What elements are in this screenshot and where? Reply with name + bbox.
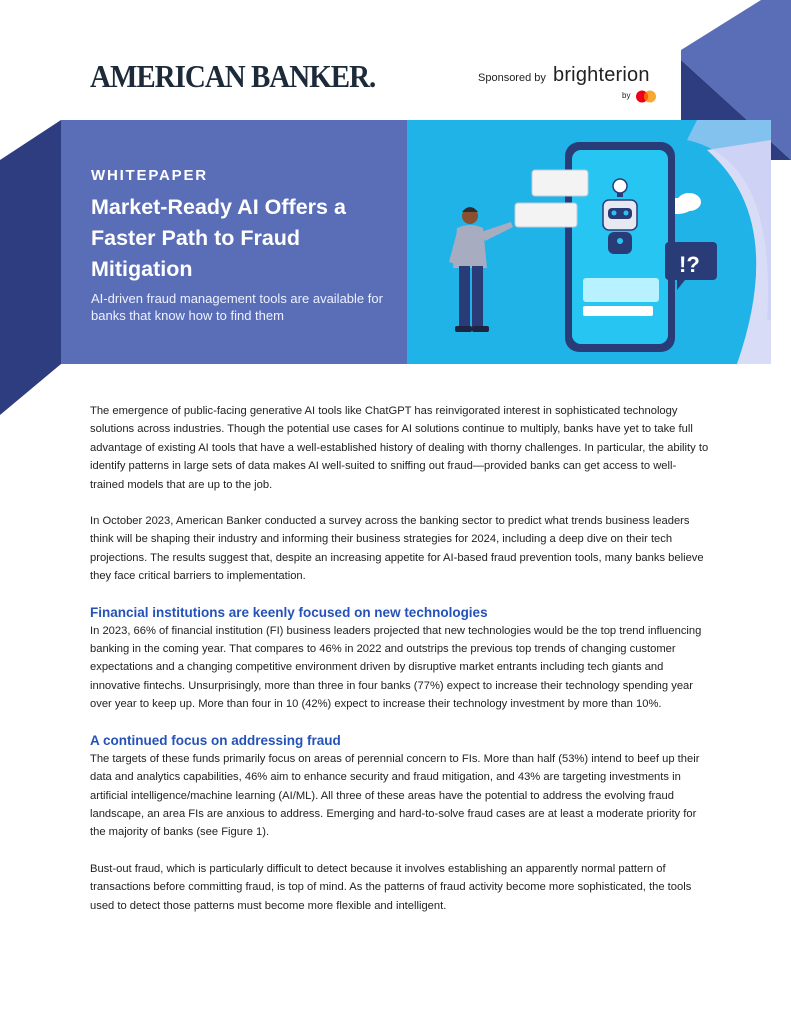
hero-eyebrow: WHITEPAPER <box>91 167 208 184</box>
intro-paragraph-2: In October 2023, American Banker conducted a survey across the banking sector to predict what trends business leaders think will be shaping their industry and informing their business strategies for 2024, including a deep dive on their tech projections. The results suggest that, despite an increasing appetite for AI-based fraud prevention tools, many banks believe they face critical barriers to implementation. <box>90 515 704 583</box>
hero-illustration <box>407 120 771 364</box>
hero-panel <box>61 120 407 364</box>
section-heading-fraud: A continued focus on addressing fraud <box>90 732 341 748</box>
masthead-logo: AMERICAN BANKER. <box>90 60 376 95</box>
section-2-paragraph-2: Bust-out fraud, which is particularly difficult to detect because it involves establishing an apparently normal pattern of transactions before committing fraud, is top of mind. As the patterns of fraud activity become more sophisticated, the tools used to detect those patterns must become more flexible and intelligent. <box>90 862 692 912</box>
hero-subtitle: AI-driven fraud management tools are available for banks that know how to find them <box>91 291 383 323</box>
sponsor-label: Sponsored by <box>478 72 546 84</box>
mastercard-logo-icon <box>635 90 657 103</box>
intro-paragraph-1: The emergence of public-facing generative AI tools like ChatGPT has reinvigorated interest in sophisticated technology solutions across industries. Though the potential use cases for AI solutions continue to multiply, banks have yet to take full advantage of existing AI tools that have a well-established history of dealing with thorny challenges. In particular, the ability to identify patterns in large sets of data makes AI well-suited to sniffing out fraud—provided banks can get access to well-trained models that are up to the job. <box>90 405 709 491</box>
section-1-paragraph: In 2023, 66% of financial institution (FI) business leaders projected that new technologies would be the top trend influencing banking in the coming year. That compares to 46% in 2022 and outstrips the previous top trends of changing customer expectations and a changing competitive environment driven by disruptive market entrants including tech giants and innovative fintechs. Unsurprisingly, more than three in four banks (77%) expect to increase their technology spending year over year to keep up. More than four in 10 (42%) expect to increase their technology investment by more than 10%. <box>90 624 702 711</box>
left-decor-top <box>0 120 61 240</box>
sponsor-brand-logo: brighterion <box>553 64 650 86</box>
section-heading-technologies: Financial institutions are keenly focused on new technologies <box>90 604 488 620</box>
alert-text: !? <box>679 252 700 277</box>
hero-title: Market-Ready AI Offers a Faster Path to Fraud Mitigation <box>91 195 346 281</box>
ai-chatbot-illustration-icon <box>407 120 771 364</box>
article-body <box>90 402 710 915</box>
left-decor-bottom <box>0 240 61 415</box>
section-2-paragraph-1: The targets of these funds primarily focus on areas of perennial concern to FIs. More than half (53%) intend to beef up their data and analytics capabilities, 46% aim to enhance security and fraud mitigation, and 43% are targeting investments in artificial intelligence/machine learning (AI/ML). All three of these areas have the potential to address the evolving fraud landscape, an area FIs are anxious to address. Emerging and hard-to-solve fraud cases are at least a moderate priority for the majority of banks (see Figure 1). <box>90 752 700 839</box>
sponsor-by-label: by <box>622 91 631 100</box>
